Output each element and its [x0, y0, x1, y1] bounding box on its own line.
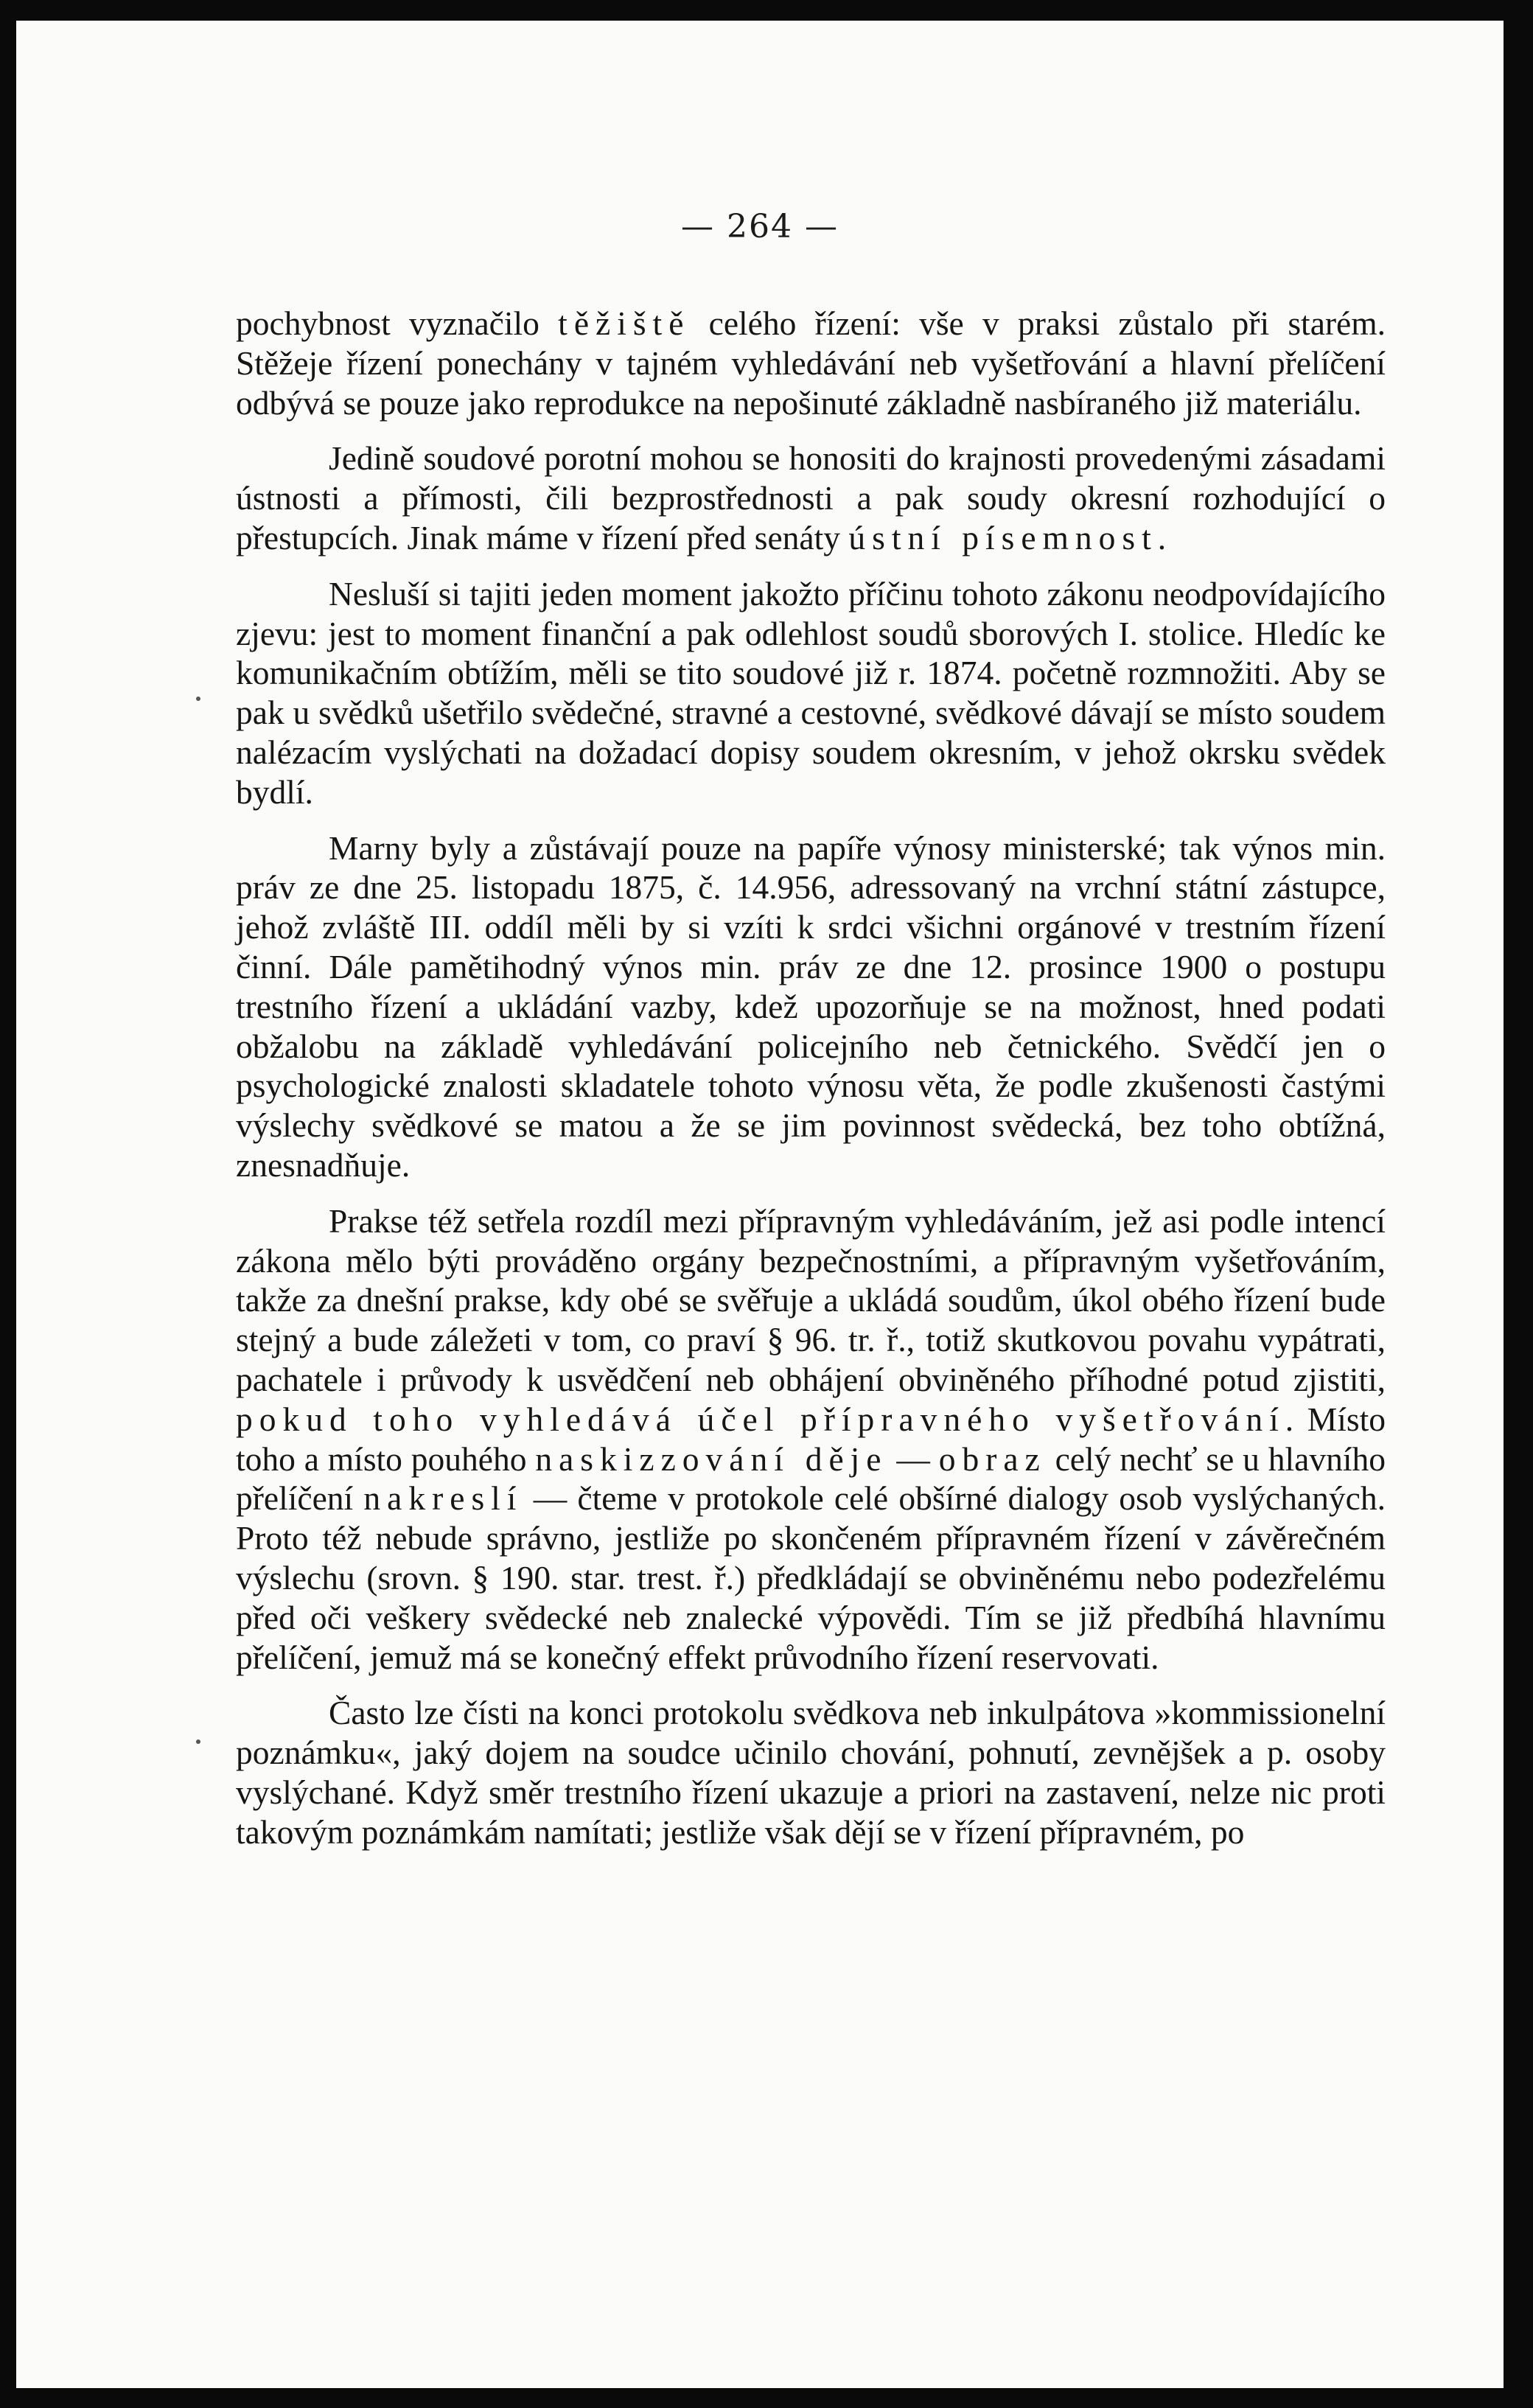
spaced-emphasis: obraz — [938, 1439, 1047, 1478]
paragraph — [236, 439, 1386, 557]
text-run: Jedině soudové porotní mohou se honositi do krajnosti provedenými zásadami ústnosti a přímosti, čili bezprostřednosti a pak soudy okresní rozhodující o přestupcích. Jinak máme v řízení před senáty — [236, 439, 1386, 556]
text-run: — — [887, 1439, 939, 1478]
text-run: celého řízení: vše v praksi zůstalo při starém. Stěžeje řízení ponechány v tajném vyhledávání neb vyšetřování a hlavní přelíčení odbývá se pouze jako reprodukce na nepošinuté základně nasbíraného již materiálu. — [236, 304, 1386, 422]
text-run: celý nechť se u hlavního přelíčení — [236, 1439, 1386, 1518]
page-number: — 264 — — [681, 208, 839, 245]
paragraph — [236, 1693, 1386, 1852]
spaced-emphasis: nakreslí — [363, 1479, 523, 1518]
text-run: pochybnost vyznačilo — [236, 304, 559, 342]
paragraph — [236, 574, 1386, 812]
text-run: Prakse též setřela rozdíl mezi přípravným vyhledáváním, jež asi podle intencí zákona mělo býti prováděno orgány bezpečnostními, a přípravným vyšetřováním, takže za dnešní prakse, kdy obé se svěřuje a ukládá soudům, úkol obého řízení bude stejný a bude záležeti v tom, co praví § 96. tr. ř., totiž skutkovou povahu vypátrati, pachatele i průvody k usvědčení neb obhájení obviněného příhodné potud zjistiti, — [236, 1201, 1386, 1398]
text-run: . — [1157, 518, 1167, 556]
margin-speck — [196, 697, 200, 701]
spaced-emphasis: těžiště — [558, 304, 691, 342]
spaced-emphasis: pokud toho vyhledává účel přípravného vyšetřování — [236, 1400, 1285, 1438]
paragraph — [236, 1201, 1386, 1678]
book-page — [16, 21, 1504, 2388]
body-text — [236, 304, 1386, 1868]
margin-speck — [196, 1739, 200, 1744]
spaced-emphasis: naskizzování děje — [535, 1439, 888, 1478]
text-run: Marny byly a zůstávají pouze na papíře výnosy ministerské; tak výnos min. práv ze dne 25. listopadu 1875, č. 14.956, adressovaný na vrchní státní zástupce, jehož zvláště III. oddíl měli by si vzíti k srdci všichni orgánové v trestním řízení činní. Dále pamětihodný výnos min. práv ze dne 12. prosince 1900 o postupu trestního řízení a ukládání vazby, kdež upozorňuje se na možnost, hned podati obžalobu na základě vyhledávání policejního neb četnického. Svědčí jen o psychologické znalosti skladatele tohoto výnosu věta, že podle zkušenosti častými výslechy svědkové se matou a že se jim povinnost svědecká, bez toho obtížná, znesnadňuje. — [236, 828, 1386, 1184]
text-run: . Místo toho a místo pouhého — [236, 1400, 1386, 1478]
paragraph — [236, 304, 1386, 422]
spaced-emphasis: ústní písemnost — [848, 518, 1158, 556]
paragraph — [236, 828, 1386, 1185]
text-run: Často lze čísti na konci protokolu svědkova neb inkulpátova »kommissionelní poznámku«, jaký dojem na soudce učinilo chování, pohnutí, zevnějšek a p. osoby vyslýchané. Když směr trestního řízení ukazuje a priori na zastavení, nelze nic proti takovým poznámkám namítati; jestliže však dějí se v řízení přípravném, po — [236, 1694, 1386, 1851]
text-run: Nesluší si tajiti jeden moment jakožto příčinu tohoto zákonu neodpovídajícího zjevu: jest to moment finanční a pak odlehlost soudů sborových I. stolice. Hledíc ke komunikačním obtížím, měli se tito soudové již r. 1874. početně rozmnožiti. Aby se pak u svědků ušetřilo svědečné, stravné a cestovné, svědkové dávají se místo soudem nalézacím vyslýchati na dožadací dopisy soudem okresním, v jehož okrsku svědek bydlí. — [236, 574, 1386, 811]
text-run: — čteme v protokole celé obšírné dialogy osob vyslýchaných. Proto též nebude správno, jestliže po skončeném přípravném řízení v závěrečném výslechu (srovn. § 190. star. trest. ř.) předkládají se obviněnému nebo podezřelému před oči veškery svědecké neb znalecké výpovědi. Tím se již předbíhá hlavnímu přelíčení, jemuž má se konečný effekt průvodního řízení reservovati. — [236, 1479, 1386, 1676]
